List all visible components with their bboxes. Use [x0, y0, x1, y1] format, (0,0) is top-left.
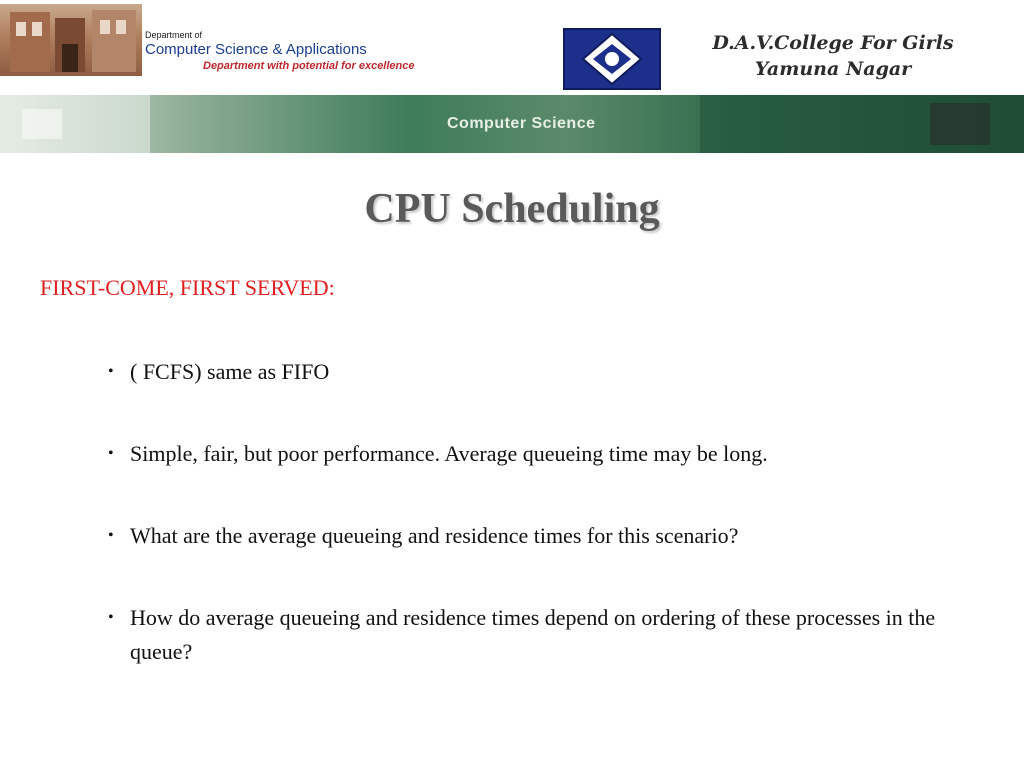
slide-title: CPU Scheduling — [364, 186, 660, 232]
banner-text: Computer Science — [447, 115, 596, 132]
bullet-text: What are the average queueing and residence times for this scenario? — [130, 523, 739, 548]
college-name: D.A.V.College For Girls Yamuna Nagar — [712, 32, 954, 80]
department-block — [145, 30, 415, 72]
department-prefix: Department of — [145, 30, 203, 40]
bullet-text: Simple, fair, but poor performance. Average queueing time may be long. — [130, 441, 768, 466]
bullet-dot-icon: • — [108, 445, 114, 462]
department-tagline: Department with potential for excellence — [203, 60, 415, 72]
bullet-text: ( FCFS) same as FIFO — [130, 359, 330, 384]
college-emblem-icon — [563, 28, 661, 90]
college-building-photo — [0, 4, 142, 76]
bullet-dot-icon: • — [108, 363, 114, 380]
department-name: Computer Science & Applications — [145, 41, 367, 58]
bullet-dot-icon: • — [108, 527, 114, 544]
bullet-item — [108, 519, 998, 553]
bullet-dot-icon: • — [108, 609, 114, 626]
bullet-list — [108, 355, 998, 717]
bullet-item — [108, 355, 998, 389]
section-heading: FIRST-COME, FIRST SERVED: — [40, 275, 335, 300]
bullet-item — [108, 437, 998, 471]
bullet-text: How do average queueing and residence times depend on ordering of these processes in the queue? — [130, 605, 936, 664]
slide-header — [0, 0, 1024, 95]
bullet-item — [108, 601, 998, 669]
header-banner — [0, 95, 1024, 153]
